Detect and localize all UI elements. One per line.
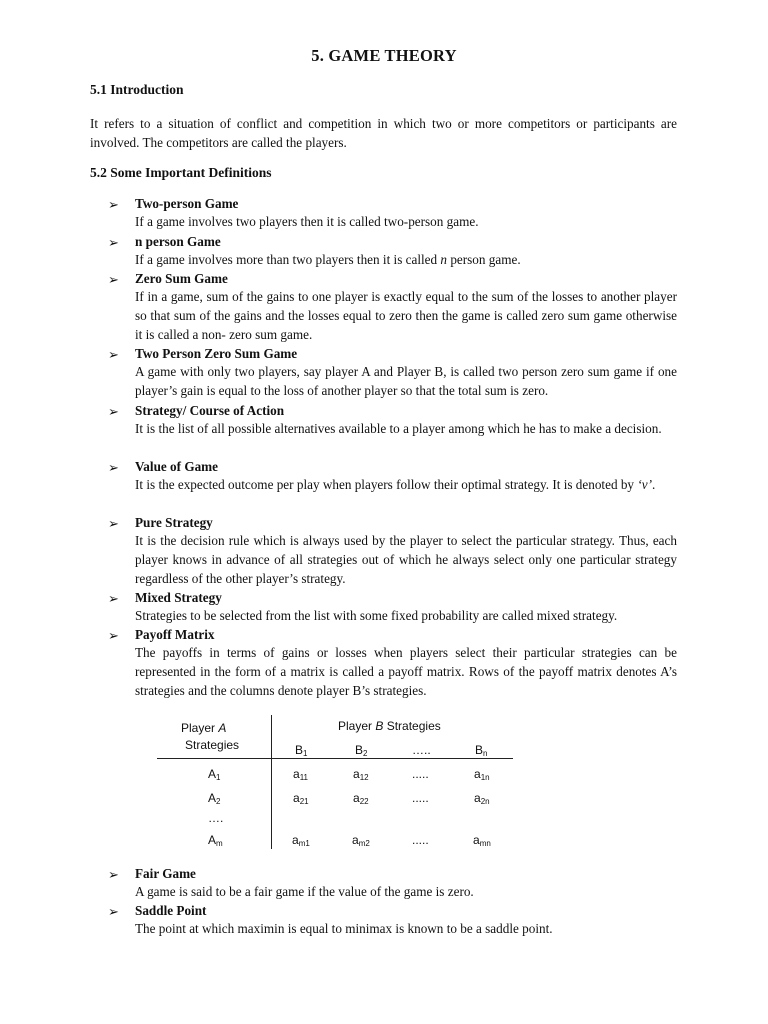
cell-subscript: m1 [298, 839, 310, 848]
table-cell [474, 767, 490, 782]
payoff-matrix-table [157, 715, 517, 849]
section-heading-introduction: 5.1 Introduction [90, 82, 184, 97]
italic-variable: ‘v’ [637, 477, 652, 492]
definition-item-saddle-point [108, 902, 678, 939]
cell-base: a [473, 833, 480, 847]
definition-item-pure-strategy [108, 514, 678, 588]
definition-term: Strategy/ Course of Action [135, 403, 285, 418]
table-vertical-rule [271, 715, 272, 849]
description-text: If a game involves more than two players then it is called [135, 252, 441, 267]
definition-description: The point at which maximin is equal to minimax is known to be a saddle point. [135, 921, 553, 936]
table-cell [353, 791, 369, 806]
cell-subscript: mn [479, 839, 491, 848]
definition-item-n-person-game [108, 233, 678, 270]
row-label [208, 791, 220, 806]
definition-description: The payoffs in terms of gains or losses when players select their particular strategies can be represented in the form of a matrix is called a payoff matrix. Rows of the payoff matrix denotes A’s strategies and the columns denote player B’s strategies. [135, 645, 677, 698]
row-label [208, 811, 223, 825]
table-cell [292, 833, 310, 848]
definition-item-fair-game [108, 865, 678, 902]
table-cell [412, 833, 429, 847]
cell-base: a [474, 767, 481, 781]
definition-term: Value of Game [135, 459, 219, 474]
definition-description: Strategies to be selected from the list with some fixed probability are called mixed strategy. [135, 608, 618, 623]
definition-item-two-person-zero-sum-game [108, 345, 678, 401]
header-text: Player [181, 721, 219, 735]
arrow-bullet-icon: ➢ [108, 866, 119, 882]
arrow-bullet-icon: ➢ [108, 627, 119, 643]
cell-base: ..... [412, 791, 429, 805]
header-variable: B [375, 719, 384, 733]
arrow-bullet-icon: ➢ [108, 903, 119, 919]
cell-subscript: 22 [359, 797, 369, 806]
cell-base: ..... [412, 833, 429, 847]
row-label [208, 833, 223, 848]
arrow-bullet-icon: ➢ [108, 590, 119, 606]
definition-term: Two-person Game [135, 196, 239, 211]
table-cell [293, 767, 308, 782]
page-title: 5. GAME THEORY [311, 46, 457, 65]
label-base: B [295, 743, 304, 757]
table-cell [474, 791, 490, 806]
definition-description: If a game involves two players then it is called two-person game. [135, 214, 479, 229]
label-subscript: 1 [216, 773, 221, 782]
definition-item-zero-sum-game [108, 270, 678, 344]
introduction-paragraph: It refers to a situation of conflict and competition in which two or more competitors or participants are involved. The competitors are called the players. [90, 116, 677, 150]
definition-term: Fair Game [135, 866, 196, 881]
label-subscript: 1 [303, 749, 308, 758]
label-base: B [355, 743, 364, 757]
definition-description: It is the decision rule which is always used by the player to select the particular strategy. Thus, each player knows in advance of all strategies out of which he always select only one particular strategy regardless of the other player’s strategy. [135, 533, 677, 586]
cell-base: a [353, 767, 360, 781]
definition-term: Zero Sum Game [135, 271, 228, 286]
table-cell [473, 833, 491, 848]
cell-subscript: 1n [480, 773, 490, 782]
definition-item-strategy [108, 402, 678, 439]
label-base: B [475, 743, 484, 757]
header-text: Strategies [383, 719, 441, 733]
definition-description: It is the list of all possible alternatives available to a player among which he has to make a decision. [135, 421, 662, 436]
definition-term: Two Person Zero Sum Game [135, 346, 298, 361]
description-text: . [651, 477, 656, 492]
label-base: A [208, 791, 217, 805]
row-header-player-a [181, 721, 226, 735]
column-label [475, 743, 487, 758]
cell-subscript: 2n [480, 797, 490, 806]
column-label [295, 743, 307, 758]
label-base: A [208, 767, 217, 781]
cell-subscript: m2 [358, 839, 370, 848]
row-label [208, 767, 220, 782]
cell-base: a [353, 791, 360, 805]
table-cell [412, 791, 429, 805]
definition-item-payoff-matrix [108, 626, 678, 700]
cell-base: a [293, 791, 300, 805]
arrow-bullet-icon: ➢ [108, 459, 119, 475]
cell-subscript: 21 [299, 797, 309, 806]
definition-description: A game with only two players, say player A and Player B, is called two person zero sum game if one player’s gain is equal to the loss of another player so that the total sum is zero. [135, 364, 677, 398]
label-subscript: m [216, 839, 223, 848]
label-base: ….. [412, 743, 431, 757]
definition-term: Pure Strategy [135, 515, 213, 530]
description-text: It is the expected outcome per play when players follow their optimal strategy. It is denoted by [135, 477, 638, 492]
cell-base: ..... [412, 767, 429, 781]
table-cell [293, 791, 309, 806]
arrow-bullet-icon: ➢ [108, 196, 119, 212]
definition-description: A game is said to be a fair game if the value of the game is zero. [135, 884, 474, 899]
header-variable: A [218, 721, 227, 735]
table-cell [412, 767, 429, 781]
column-label [412, 743, 431, 757]
table-cell [353, 767, 369, 782]
description-text: person game. [447, 252, 521, 267]
definition-item-value-of-game [108, 458, 678, 495]
label-subscript: 2 [363, 749, 368, 758]
definition-item-mixed-strategy [108, 589, 678, 626]
arrow-bullet-icon: ➢ [108, 271, 119, 287]
table-horizontal-rule [157, 758, 513, 759]
definition-term: Payoff Matrix [135, 627, 215, 642]
definition-description: If in a game, sum of the gains to one player is exactly equal to the sum of the losses to another player so that sum of the gains and the losses equal to zero then the game is called zero sum game otherwise it is called a non- zero sum game. [135, 289, 677, 342]
section-heading-definitions: 5.2 Some Important Definitions [90, 165, 272, 180]
definition-description [135, 251, 677, 270]
definition-term: Saddle Point [135, 903, 207, 918]
definition-item-two-person-game [108, 195, 678, 232]
label-base: …. [208, 811, 224, 825]
cell-subscript: 11 [299, 773, 308, 782]
definition-term: Mixed Strategy [135, 590, 222, 605]
column-header-player-b [338, 719, 441, 733]
cell-base: a [292, 833, 299, 847]
definition-description [135, 476, 677, 495]
arrow-bullet-icon: ➢ [108, 346, 119, 362]
arrow-bullet-icon: ➢ [108, 515, 119, 531]
italic-variable: n [440, 252, 448, 267]
arrow-bullet-icon: ➢ [108, 234, 119, 250]
arrow-bullet-icon: ➢ [108, 403, 119, 419]
label-subscript: 2 [216, 797, 221, 806]
definition-term: n person Game [135, 234, 221, 249]
table-cell [352, 833, 370, 848]
column-label [355, 743, 367, 758]
cell-base: a [474, 791, 481, 805]
row-header-strategies: Strategies [185, 738, 240, 752]
cell-subscript: 12 [359, 773, 369, 782]
label-subscript: n [483, 749, 488, 758]
cell-base: a [352, 833, 359, 847]
header-text: Player [338, 719, 376, 733]
label-base: A [208, 833, 217, 847]
cell-base: a [293, 767, 300, 781]
